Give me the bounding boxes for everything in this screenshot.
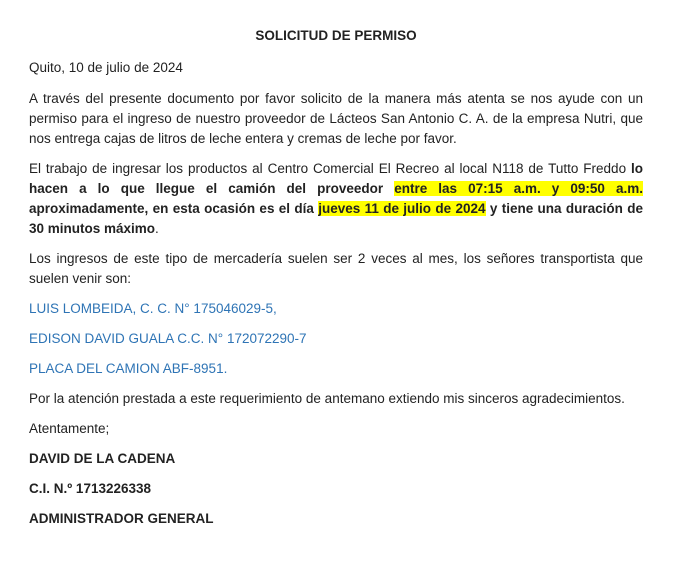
- intro-paragraph: A través del presente documento por favor solicito de la manera más atenta se nos ayude con un permiso para el ingreso de nuestro proveedor de Lácteos San Antonio C. A. de la empresa Nutri, que nos entrega cajas de litros de leche entera y cremas de leche por favor.: [29, 91, 643, 146]
- signature-name: DAVID DE LA CADENA: [29, 451, 176, 466]
- highlight-date: jueves 11 de julio de 2024: [318, 201, 486, 216]
- transport-paragraph: Los ingresos de este tipo de mercadería suelen ser 2 veces al mes, los señores transportista que suelen venir son:: [29, 251, 643, 286]
- document-title: SOLICITUD DE PERMISO: [255, 28, 417, 43]
- schedule-bold-arrival: lo hacen a lo que llegue el camión del proveedor: [29, 161, 643, 196]
- signature-role: ADMINISTRADOR GENERAL: [29, 511, 214, 526]
- schedule-bold-occasion: aproximadamente, en esta ocasión es el día: [29, 201, 319, 216]
- signature-id: C.I. N.º 1713226338: [29, 481, 152, 496]
- closing-text: Atentamente;: [29, 421, 110, 436]
- schedule-text-end: .: [155, 221, 159, 236]
- list-item-driver-2: EDISON DAVID GUALA C.C. N° 172072290-7: [29, 331, 307, 346]
- document-date: Quito, 10 de julio de 2024: [29, 60, 183, 75]
- list-item-truck-plate: PLACA DEL CAMION ABF-8951.: [29, 361, 228, 376]
- highlight-time-window: entre las 07:15 a.m. y 09:50 a.m.: [394, 181, 643, 196]
- schedule-paragraph: [29, 159, 643, 239]
- schedule-bold-duration: y tiene una duración de 30 minutos máximo: [29, 201, 643, 236]
- schedule-text-start: El trabajo de ingresar los productos al Centro Comercial El Recreo al local N118 de Tutto Freddo: [29, 161, 631, 176]
- thanks-paragraph: Por la atención prestada a este requerimiento de antemano extiendo mis sinceros agradecimientos.: [29, 391, 625, 406]
- list-item-driver-1: LUIS LOMBEIDA, C. C. N° 175046029-5,: [29, 301, 277, 316]
